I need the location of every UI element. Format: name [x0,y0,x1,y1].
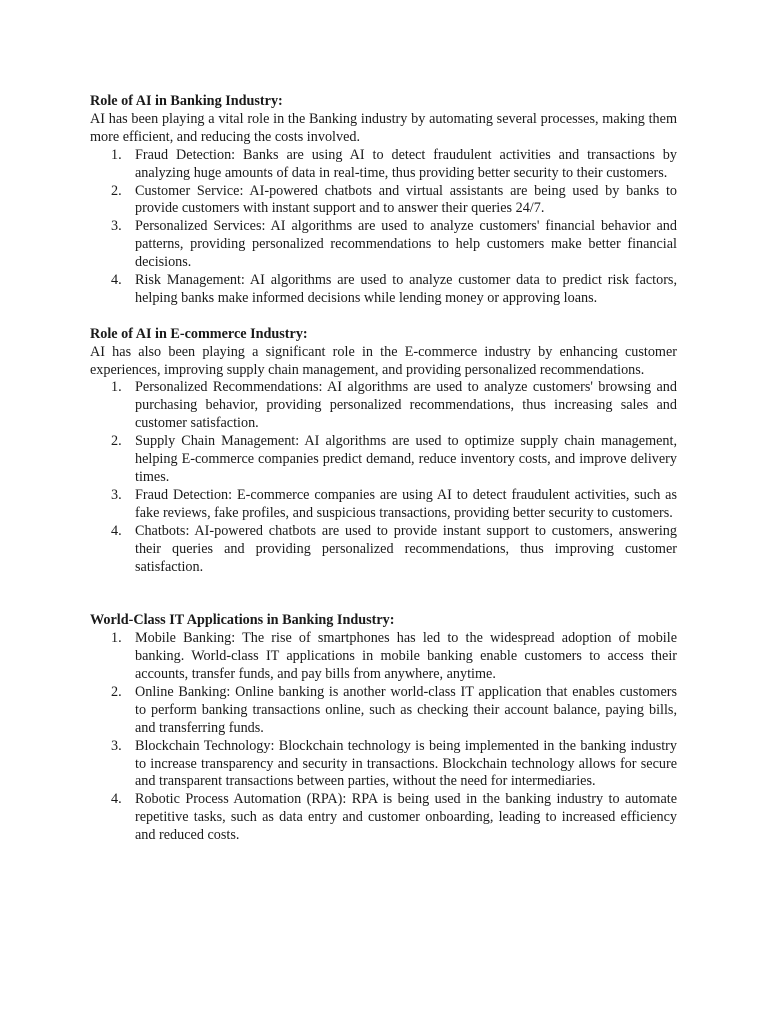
list-number: 1. [111,379,122,396]
section-ai-banking [90,93,677,308]
list-number: 3. [111,486,122,503]
section-intro: AI has been playing a vital role in the Banking industry by automating several processes, making them more efficient, and reducing the costs involved. [90,110,677,145]
list-item [111,737,677,792]
list-number: 3. [111,218,122,235]
list-number: 4. [111,522,122,539]
list-item [111,433,677,487]
list-item-text: Blockchain Technology: Blockchain technology is being implemented in the banking industry to increase transparency and security in transactions. Blockchain technology allows for secure and transparent transactions between parties, without the need for intermediaries. [135,737,677,790]
list-item [111,146,677,183]
list-item-text: Supply Chain Management: AI algorithms are used to optimize supply chain management, helping E-commerce companies predict demand, reduce inventory costs, and improve delivery times. [135,433,677,486]
list-number: 2. [111,683,122,700]
list-number: 4. [111,272,122,289]
list-item [111,272,677,308]
blank-line [90,308,677,326]
list-number: 1. [111,146,122,163]
list-item [111,182,677,219]
list-item-text: Fraud Detection: Banks are using AI to detect fraudulent activities and transactions by analyzing huge amounts of data in real-time, thus providing better security to their customers. [135,146,677,181]
numbered-list [90,630,677,845]
list-number: 1. [111,630,122,647]
list-item-text: Robotic Process Automation (RPA): RPA is being used in the banking industry to automate repetitive tasks, such as data entry and customer onboarding, leading to increased efficiency and reduced costs. [135,791,677,844]
list-number: 2. [111,433,122,450]
blank-lines [90,576,677,612]
list-number: 4. [111,791,122,808]
numbered-list [90,379,677,576]
document-page [90,93,677,845]
list-item-text: Personalized Services: AI algorithms are used to analyze customers' financial behavior and patterns, providing personalized recommendations to help customers make better financial decisions. [135,218,677,271]
list-item [111,522,677,577]
list-item-text: Personalized Recommendations: AI algorithms are used to analyze customers' browsing and purchasing behavior, providing personalized recommendations, thus increasing sales and customer satisfaction. [135,379,677,432]
section-heading: World-Class IT Applications in Banking Industry: [90,612,395,629]
list-item-text: Mobile Banking: The rise of smartphones has led to the widespread adoption of mobile banking. World-class IT applications in mobile banking enable customers to access their accounts, transfer funds, and pay bills from anywhere, anytime. [135,630,677,682]
list-number: 3. [111,737,122,754]
list-item-text: Online Banking: Online banking is another world-class IT application that enables customers to perform banking transactions online, such as checking their account balance, paying bills, and transferring funds. [135,683,677,736]
section-heading: Role of AI in E-commerce Industry: [90,325,308,342]
list-item-text: Chatbots: AI-powered chatbots are used to provide instant support to customers, answering their queries and providing personalized recommendations, thus improving customer satisfaction. [135,522,677,575]
list-item [111,791,677,845]
numbered-list [90,147,677,308]
section-ai-ecommerce [90,326,677,577]
section-intro: AI has also been playing a significant role in the E-commerce industry by enhancing customer experiences, improving supply chain management, and providing personalized recommendations. [90,343,677,378]
list-item-text: Fraud Detection: E-commerce companies are using AI to detect fraudulent activities, such as fake reviews, fake profiles, and suspicious transactions, providing better security to customers. [135,486,677,521]
list-item [111,379,677,433]
list-item [111,630,677,684]
list-item [111,486,677,523]
list-item-text: Risk Management: AI algorithms are used to analyze customer data to predict risk factors, helping banks make informed decisions while lending money or approving loans. [135,272,677,306]
list-item [111,218,677,272]
section-it-banking [90,612,677,845]
list-item-text: Customer Service: AI-powered chatbots and virtual assistants are being used by banks to provide customers with instant support and to answer their queries 24/7. [135,182,677,217]
section-heading: Role of AI in Banking Industry: [90,93,283,109]
list-number: 2. [111,182,122,199]
list-item [111,683,677,738]
